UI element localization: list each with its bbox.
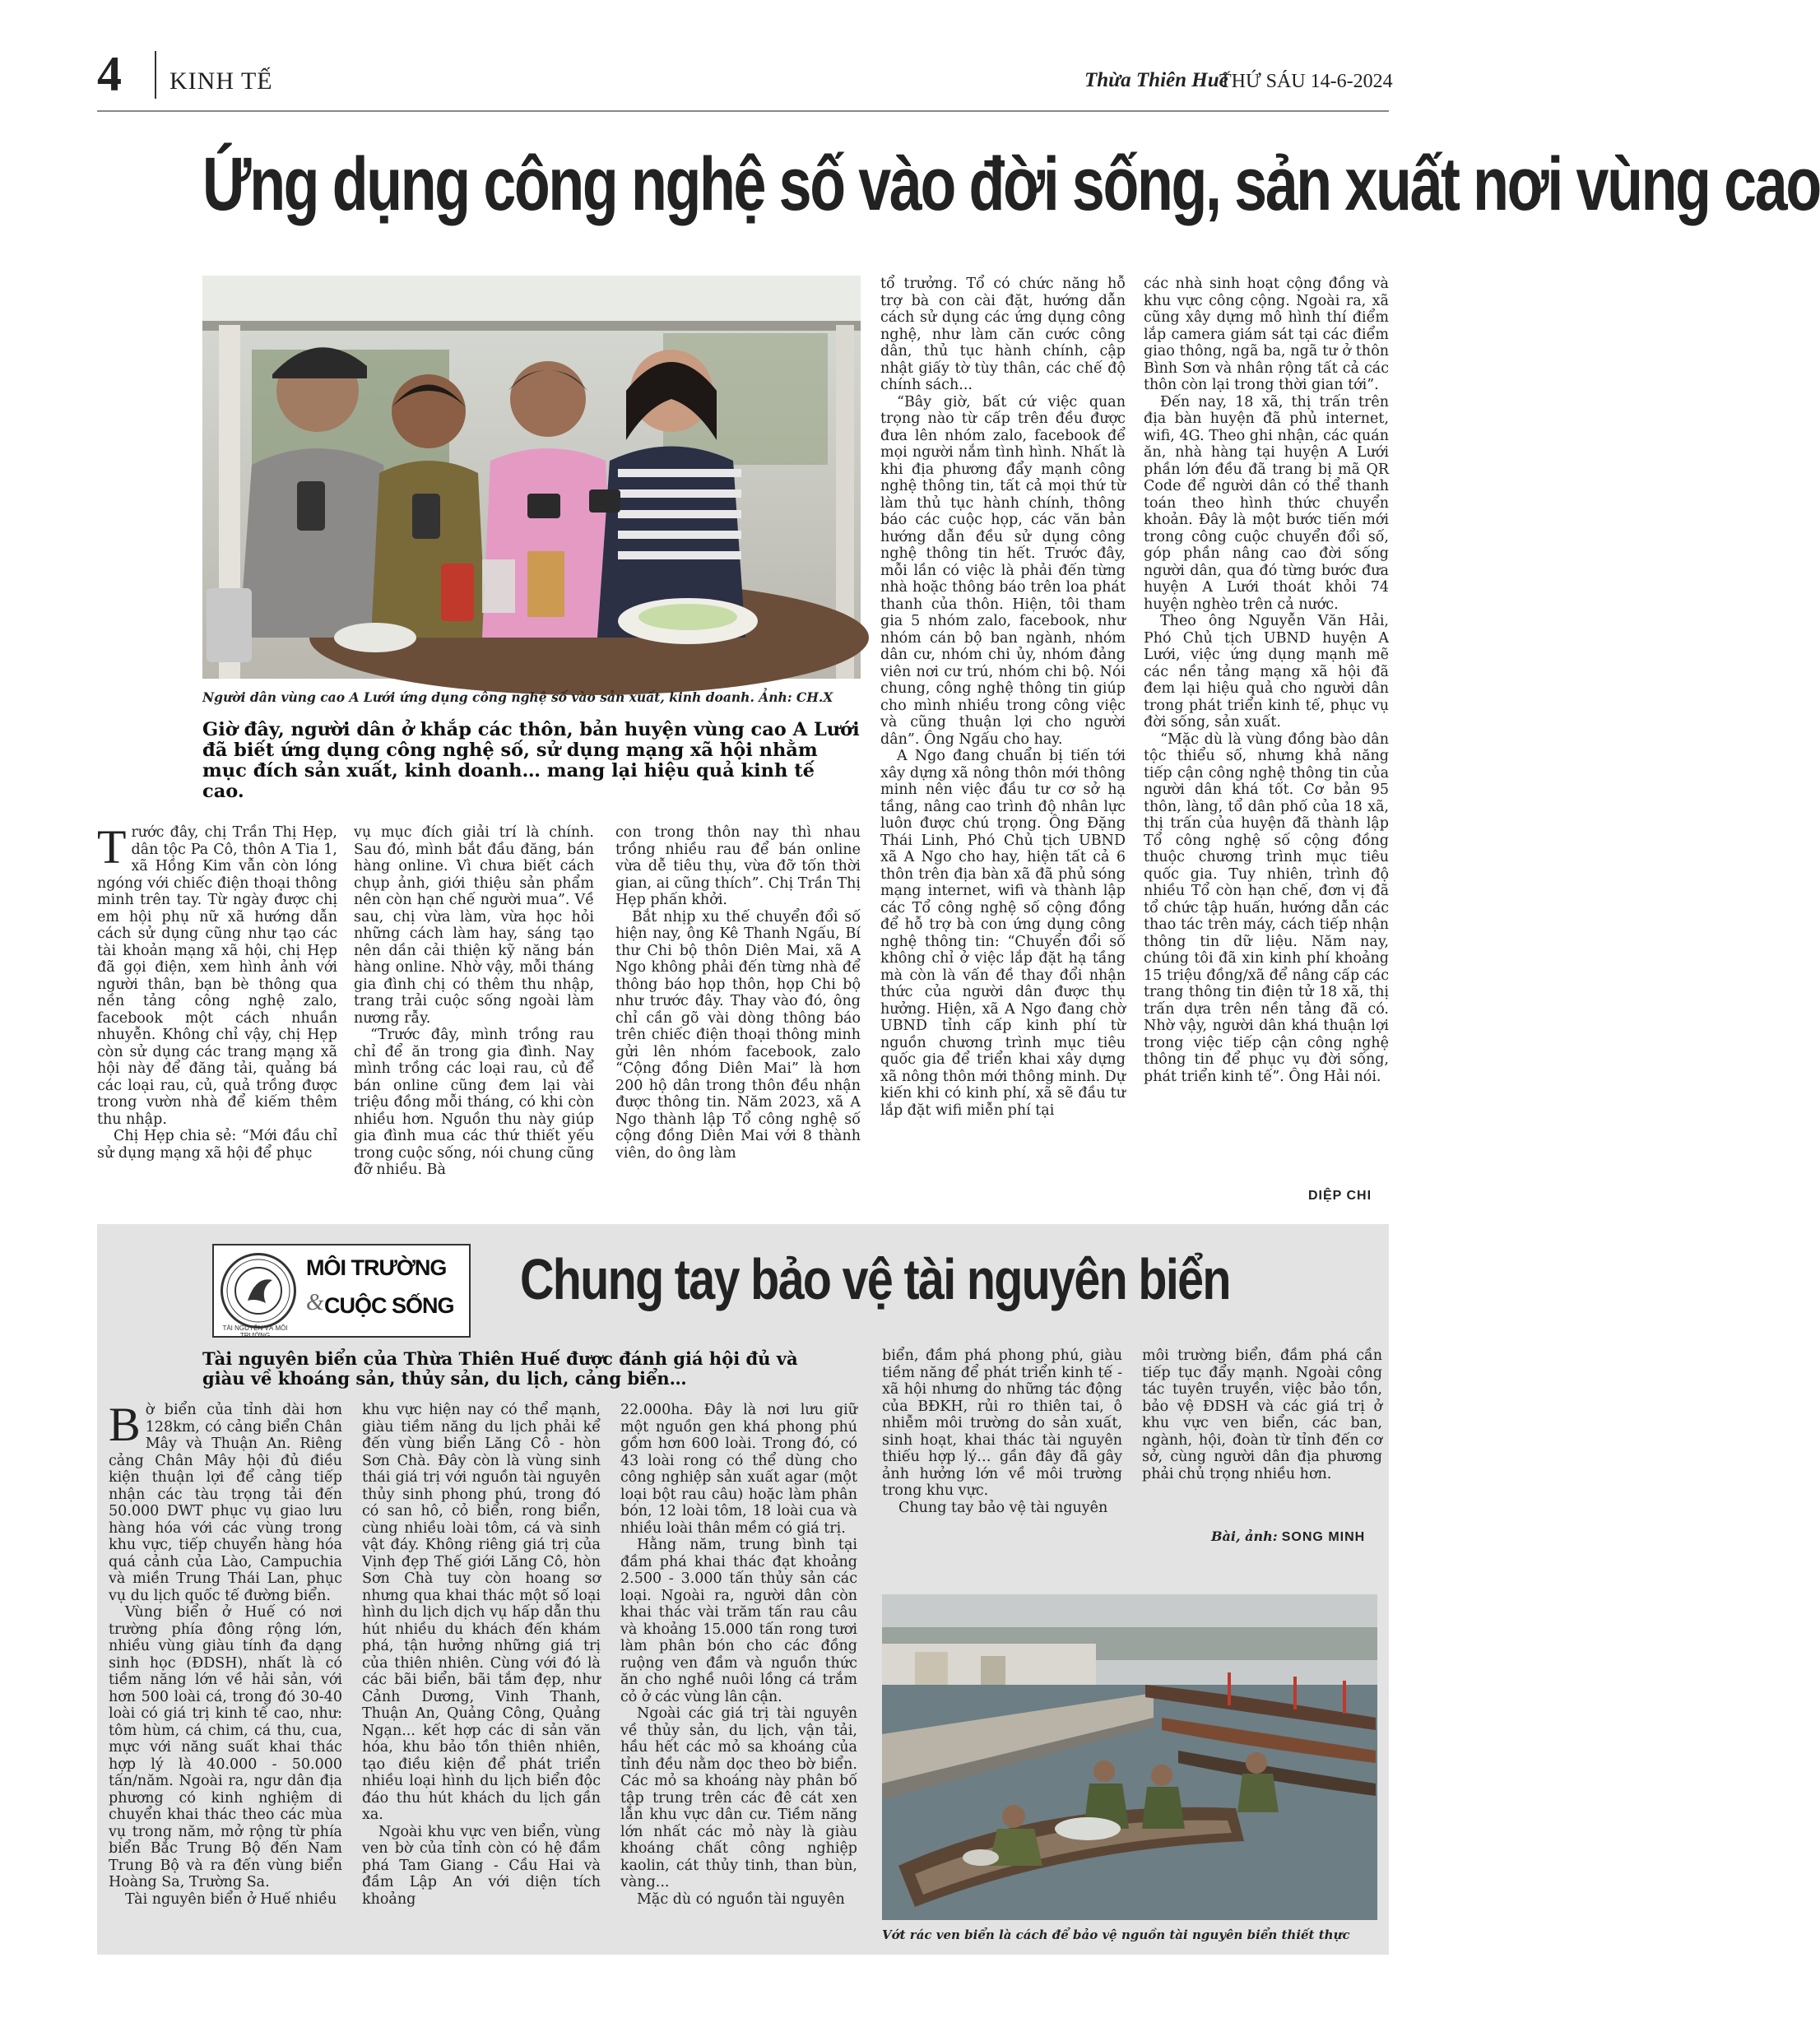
article1-paragraph: vụ mục đích giải trí là chính. Sau đó, mình bắt đầu đăng, bán hàng online. Vì chưa biết cách chụp ảnh, giới thiệu sản phẩm nên còn hạn chế người mua”. Về sau, chị vừa làm, vừa học hỏi những cách làm hay, sáng tạo nên dần cải thiện kỹ năng bán hàng online. Nhờ vậy, mỗi tháng gia đình chị có thêm thu nhập, trang trải cuộc sống ngoài làm nương rẫy. — [354, 824, 594, 1027]
article2-column-4 — [882, 1348, 1122, 1516]
article1-byline: DIỆP CHI — [1308, 1189, 1372, 1203]
header-divider — [155, 51, 156, 99]
article1-paragraph: Đến nay, 18 xã, thị trấn trên địa bàn huyện đã phủ internet, wifi, 4G. Theo ghi nhận, các quán ăn, nhà hàng tại huyện A Lưới phần lớn đều đã trang bị mã QR Code để người dân có thể thanh toán theo hình thức chuyển khoản. Đây là một bước tiến mới trong công cuộc chuyển đổi số, góp phần nâng cao đời sống người dân, qua đó từng bước đưa huyện A Lưới thoát khỏi 74 huyện nghèo trên cả nước. — [1144, 393, 1389, 613]
logo-emblem — [221, 1253, 296, 1329]
article1-headline: Ứng dụng công nghệ số vào đời sống, sản xuất nơi vùng cao — [202, 142, 1820, 226]
article2-paragraph: 22.000ha. Đây là nơi lưu giữ một nguồn gen khá phong phú gồm hơn 600 loài. Trong đó, có 43 loài rong có thể dùng cho công nghiệp sản xuất agar (một loại bột rau câu) hoặc làm phân bón, 12 loài tôm, 18 loài cua và nhiều loài thân mềm có giá trị. — [620, 1402, 857, 1537]
article1-paragraph: các nhà sinh hoạt cộng đồng và khu vực công cộng. Ngoài ra, xã cũng xây dựng mô hình thí điểm lắp camera giám sát tại các điểm giao thông, ngã ba, ngã tư ở thôn Bình Sơn và nhân rộng tất cả các thôn còn lại trong thời gian tới”. — [1144, 276, 1389, 393]
article2-headline: Chung tay bảo vệ tài nguyên biển — [520, 1247, 1230, 1311]
article2-paragraph: biển, đầm phá phong phú, giàu tiềm năng để phát triển kinh tế - xã hội nhưng do những tác động của BĐKH, rủi ro thiên tai, ô nhiễm môi trường do sản xuất, sinh hoạt, khai thác tài nguyên thiếu hợp lý… gần đây đã gây ảnh hưởng lớn về môi trường trong khu vực. — [882, 1348, 1122, 1499]
page-number: 4 — [97, 47, 122, 101]
logo-ring-text: TÀI NGUYÊN VÀ MÔI TRƯỜNG — [222, 1324, 288, 1339]
article2-photo — [882, 1594, 1377, 1920]
byline-name: SONG MINH — [1281, 1530, 1366, 1544]
article1-photo — [202, 276, 861, 679]
villagers-using-phones-image — [202, 276, 861, 679]
article1-paragraph: Chị Hẹp chia sẻ: “Mới đầu chỉ sử dụng mạng xã hội để phục — [97, 1128, 337, 1162]
logo-text-moi-truong: MÔI TRƯỜNG — [306, 1255, 447, 1280]
byline-label: Bài, ảnh: — [1211, 1528, 1278, 1544]
article1-paragraph: “Mặc dù là vùng đồng bào dân tộc thiểu số, nhưng khả năng tiếp cận công nghệ thông tin của người dân khá tốt. Cơ bản 95 thôn, làng, tổ dân phố của 18 xã, thị trấn của huyện đã thành lập Tổ công nghệ số cộng đồng thuộc chương trình mục tiêu quốc gia. Tuy nhiên, trình độ nhiều Tổ còn hạn chế, đơn vị đã tổ chức tập huấn, hướng dẫn các thao tác trên máy, cách tiếp nhận thông tin dữ liệu. Năm nay, chúng tôi đã xin kinh phí khoảng 15 triệu đồng/xã để nâng cấp các trang thông tin điện tử 18 xã, thị trấn dựa trên nền tảng đã có. Nhờ vậy, người dân khá thuận lợi trong việc tiếp cận công nghệ thông tin để phục vụ đời sống, phát triển kinh tế”. Ông Hải nói. — [1144, 731, 1389, 1085]
article2-paragraph: Mặc dù có nguồn tài nguyên — [637, 1890, 845, 1908]
article2-column-3 — [620, 1402, 857, 1908]
article2-paragraph: Vùng biển ở Huế có nơi trường phía đông rộng lớn, nhiều vùng giàu tính đa dạng sinh học (ĐDSH), nhất là có tiềm năng lớn về hải sản, với hơn 500 loài cá, trong đó 30-40 loài có giá trị kinh tế cao, như: tôm hùm, cá chim, cá thu, cua, mực với năng suất khai thác hợp lý là 40.000 - 50.000 tấn/năm. Ngoài ra, ngư dân địa phương có kinh nghiệm di chuyển khai thác theo các mùa vụ trong năm, mở rộng từ phía biển Bắc Trung Bộ đến Nam Trung Bộ và ra đến vùng biển Hoàng Sa, Trường Sa. — [109, 1604, 342, 1890]
issue-date: THỨ SÁU 14-6-2024 — [1219, 71, 1393, 92]
header-rule — [97, 110, 1389, 112]
article2-byline — [1211, 1528, 1365, 1545]
article1-paragraph: Bắt nhịp xu thế chuyển đổi số hiện nay, ông Kê Thanh Ngấu, Bí thư Chi bộ thôn Diên Mai, xã A Ngo không phải đến từng nhà để thông báo họp thôn, họp Chi bộ như trước đây. Thay vào đó, ông chỉ cần gõ vài dòng thông báo trên chiếc điện thoại thông minh gửi lên nhóm facebook, zalo “Cộng đồng Diên Mai” là hơn 200 hộ dân trong thôn đều nhận được thông tin. Năm 2023, xã A Ngo thành lập Tổ công nghệ số cộng đồng Diên Mai với 8 thành viên, do ông làm — [615, 908, 861, 1162]
article1-paragraph: A Ngo đang chuẩn bị tiến tới xây dựng xã nông thôn mới thông minh nên việc đầu tư cơ sở hạ tầng, nâng cao trình độ nhân lực luôn được chú trọng. Ông Đặng Thái Linh, Phó Chủ tịch UBND xã A Ngo cho hay, hiện tất cả 6 thôn trên địa bàn xã đã phủ sóng mạng internet, wifi và thành lập các Tổ công nghệ số cộng đồng để hỗ trợ bà con ứng dụng công nghệ thông tin: “Chuyển đổi số không chỉ ở việc lắp đặt hạ tầng mà còn là vấn đề thay đổi nhận thức của người dân được thụ hưởng. Hiện, xã A Ngo đang chờ UBND tỉnh cấp kinh phí từ nguồn chương trình mục tiêu quốc gia để triển khai xây dựng xã nông thôn mới thông minh. Dự kiến khi có kinh phí, xã sẽ đầu tư lắp đặt wifi miễn phí tại — [880, 748, 1126, 1119]
section-name: KINH TẾ — [169, 67, 273, 95]
article2-column-5 — [1142, 1348, 1382, 1482]
drop-cap: B — [109, 1398, 141, 1451]
article1-photo-caption: Người dân vùng cao A Lưới ứng dụng công nghệ số vào sản xuất, kinh doanh. Ảnh: CH.X — [202, 689, 833, 705]
article2-paragraph: khu vực hiện nay có thể mạnh, giàu tiềm năng du lịch phải kể đến vùng biển Lăng Cô - hòn Sơn Chà. Đây còn là vùng sinh thái giá trị với nguồn tài nguyên thủy sinh phong phú, trong đó có san hô, cỏ biển, rong biển, cùng nhiều loài tôm, cá và sinh vật đáy. Không riêng giá trị của Vịnh đẹp Thế giới Lăng Cô, hòn Sơn Chà tuy còn hoang sơ nhưng qua khai thác một số loại hình du lịch dịch vụ hấp dẫn thu hút nhiều du khách đến khám phá, tận hưởng những giá trị của thiên nhiên. Cùng với đó là các bãi biển, bãi tắm đẹp, như Cảnh Dương, Vinh Thanh, Thuận An, Quảng Công, Quảng Ngạn... kết hợp các di sản văn hóa, khu bảo tồn thiên nhiên, tạo điều kiện để phát triển nhiều loại hình du lịch biển độc đáo thu hút khách du lịch gần xa. — [362, 1402, 601, 1823]
article1-column-1 — [97, 820, 337, 1162]
article2-paragraph: Bờ biển của tỉnh dài hơn 128km, có cảng biển Chân Mây và Thuận An. Riêng cảng Chân Mây hội đủ điều kiện thuận lợi để cảng tiếp nhận các tàu trọng tải đến 50.000 DWT phục vụ giao lưu hàng hóa với các vùng trong khu vực, tiếp chuyển hàng hóa quá cảnh của Lào, Campuchia và miền Trung Thái Lan, phục vụ du lịch quốc tế đường biển. — [109, 1398, 342, 1604]
article1-paragraph: Theo ông Nguyễn Văn Hải, Phó Chủ tịch UBND huyện A Lưới, việc ứng dụng mạnh mẽ các nền tảng mạng xã hội đã đem lại hiệu quả cho người dân trong phát triển kinh tế, phục vụ đời sống, sản xuất. — [1144, 613, 1389, 731]
article1-column-2 — [354, 824, 594, 1179]
article2-paragraph: Tài nguyên biển ở Huế nhiều — [125, 1890, 337, 1908]
moi-truong-cuoc-song-logo — [212, 1244, 471, 1338]
boats-cleanup-image — [882, 1594, 1377, 1920]
logo-text-cuoc-song: CUỘC SỐNG — [324, 1293, 454, 1318]
article1-lead: Giờ đây, người dân ở khắp các thôn, bản huyện vùng cao A Lưới đã biết ứng dụng công nghệ số, sử dụng mạng xã hội nhằm mục đích sản xuất, kinh doanh… mang lại hiệu quả kinh tế cao. — [202, 719, 860, 802]
article1-column-3 — [615, 824, 861, 1162]
article1-column-4 — [880, 276, 1126, 1119]
article1-paragraph: con trong thôn nay thì nhau trồng nhiều rau để bán online vừa dễ tiêu thụ, vừa đỡ tốn thời gian, ai cũng thích”. Chị Trần Thị Hẹp phấn khởi. — [615, 824, 861, 908]
masthead: Thừa Thiên Huế — [1084, 69, 1228, 91]
article1-paragraph: tổ trưởng. Tổ có chức năng hỗ trợ bà con cài đặt, hướng dẫn cách sử dụng các ứng dụng công nghệ, như làm căn cước công dân, thủ tục hành chính, cập nhật giấy tờ tùy thân, các chế độ chính sách... — [880, 276, 1126, 393]
drop-cap: T — [97, 820, 127, 874]
article2-paragraph: Ngoài khu vực ven biển, vùng ven bờ của tỉnh còn có hệ đầm phá Tam Giang - Cầu Hai và đầm Lập An với diện tích khoảng — [362, 1823, 601, 1908]
article2-column-2 — [362, 1402, 601, 1908]
article2-paragraph: Chung tay bảo vệ tài nguyên — [898, 1499, 1108, 1516]
article2-paragraph: môi trường biển, đầm phá cần tiếp tục đẩy mạnh. Ngoài công tác tuyên truyền, việc bảo tồn, bảo vệ ĐDSH và các giá trị ở khu vực ven biển, các ban, ngành, hội, đoàn từ tỉnh đến cơ sở, cùng người dân địa phương phải chủ trọng nhiều hơn. — [1142, 1348, 1382, 1482]
article2-column-1 — [109, 1398, 342, 1908]
ministry-emblem-icon — [223, 1255, 294, 1326]
article1-paragraph: “Bây giờ, bất cứ việc quan trọng nào từ cấp trên đều được đưa lên nhóm zalo, facebook để mọi người nắm tình hình. Nhất là khi địa phương đẩy mạnh công nghệ thông tin, tất cả mọi thứ từ làm thủ tục hành chính, thông báo các cuộc họp, các văn bản hướng dẫn đều sử dụng công nghệ thông tin hết. Trước đây, mỗi lần có việc là phải đến từng nhà hoặc thông báo trên loa phát thanh của thôn. Hiện, tôi tham gia 5 nhóm zalo, facebook, như nhóm cán bộ ban ngành, nhóm dân cư, nhóm chi ủy, nhóm đảng viên nơi cư trú, nhóm chi bộ. Nói chung, công nghệ thông tin giúp cho mình nhiều trong công việc và cũng thuận lợi cho người dân”. Ông Ngấu cho hay. — [880, 393, 1126, 748]
article2-paragraph: Ngoài các giá trị tài nguyên về thủy sản, du lịch, vận tải, hầu hết các mỏ sa khoáng của tỉnh đều nằm dọc theo bờ biển. Các mỏ sa khoáng này phân bố tập trung trên các đê cát xen lẫn khu vực dân cư. Tiềm năng lớn nhất các mỏ này là giàu khoáng chất công nghiệp kaolin, cát thủy tinh, than bùn, vàng... — [620, 1705, 857, 1890]
logo-ampersand: & — [306, 1290, 324, 1315]
article1-paragraph: Trước đây, chị Trần Thị Hẹp, dân tộc Pa Cô, thôn A Tia 1, xã Hồng Kim vẫn còn lóng ngóng với chiếc điện thoại thông minh trên tay. Từ ngày được chị em hội phụ nữ xã hướng dẫn cách sử dụng cũng như tạo các tài khoản mạng xã hội, chị Hẹp đã gọi điện, xem hình ảnh với người thân, bạn bè thông qua nền tảng công nghệ zalo, facebook một cách nhuần nhuyễn. Không chỉ vậy, chị Hẹp còn sử dụng các trang mạng xã hội này để đăng tải, quảng bá các loại rau, củ, quả trồng được trong vườn nhà để kiếm thêm thu nhập. — [97, 820, 337, 1128]
article1-paragraph: “Trước đây, mình trồng rau chỉ để ăn trong gia đình. Nay mình trồng các loại rau, củ để bán online cũng đem lại vài triệu đồng mỗi tháng, có khi còn nhiều hơn. Nguồn thu này giúp gia đình mua các thứ thiết yếu trong cuộc sống, nói chung cũng đỡ nhiều. Bà — [354, 1027, 594, 1178]
article1-column-5 — [1144, 276, 1389, 1085]
article2-photo-caption: Vớt rác ven biển là cách để bảo vệ nguồn tài nguyên biển thiết thực — [882, 1927, 1350, 1942]
article2-lead: Tài nguyên biển của Thừa Thiên Huế được đánh giá hội đủ và giàu về khoáng sản, thủy sản, du lịch, cảng biển… — [202, 1348, 798, 1389]
article2-paragraph: Hằng năm, trung bình tại đầm phá khai thác đạt khoảng 2.500 - 3.000 tấn thủy sản các loại. Ngoài ra, người dân còn khai thác vài trăm tấn rau câu và khoảng 15.000 tấn rong tươi làm phân bón cho các đồng ruộng ven đầm và nguồn thức ăn cho nghề nuôi lồng cá trắm cỏ ở các vùng lân cận. — [620, 1537, 857, 1705]
